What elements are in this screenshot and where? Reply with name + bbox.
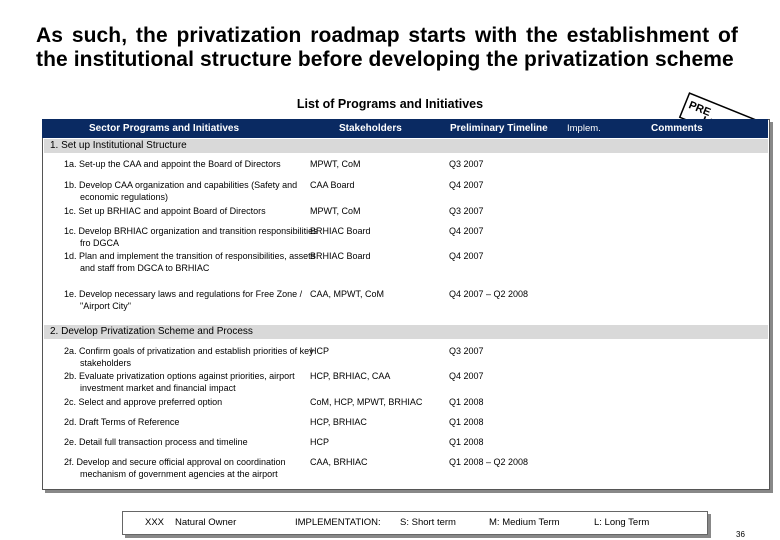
stakeholder-cell: CoM, HCP, MPWT, BRHIAC <box>310 397 423 407</box>
program-cell: 2b. Evaluate privatization options against priorities, airport investment market and financial impact <box>64 371 295 393</box>
program-cell: 2c. Select and approve preferred option <box>64 397 223 407</box>
page-number: 36 <box>736 530 745 539</box>
timeline-cell: Q1 2008 <box>449 397 484 407</box>
stakeholder-cell: HCP, BRHIAC <box>310 417 367 427</box>
stakeholder-cell: CAA, BRHIAC <box>310 457 368 467</box>
program-cell: 2a. Confirm goals of privatization and establish priorities of key stakeholders <box>64 346 314 368</box>
program-cell: 1e. Develop necessary laws and regulations for Free Zone / "Airport City" <box>64 289 303 311</box>
stakeholder-cell: HCP <box>310 346 330 356</box>
subtitle-text: List of Programs and Initiatives <box>296 97 484 111</box>
section-title: 1. Set up Institutional Structure <box>44 139 768 153</box>
legend-xxx: XXX <box>145 517 165 528</box>
stakeholder-cell: CAA Board <box>310 180 355 190</box>
timeline-cell: Q1 2008 <box>449 417 484 427</box>
timeline-cell: Q1 2008 <box>449 437 484 447</box>
stakeholder-cell: CAA, MPWT, CoM <box>310 289 385 299</box>
legend-long: L: Long Term <box>594 517 650 528</box>
legend-box <box>122 511 708 535</box>
stakeholder-cell: HCP, BRHIAC, CAA <box>310 371 391 381</box>
slide-title: As such, the privatization roadmap starts with the establishment of the institutional structure before developing the privatization scheme <box>36 24 738 71</box>
stakeholder-cell: HCP <box>310 437 330 447</box>
section-title: 2. Develop Privatization Scheme and Process <box>44 325 768 339</box>
table-subtitle <box>0 97 780 111</box>
legend-implementation: IMPLEMENTATION: <box>295 517 381 528</box>
program-cell: 2d. Draft Terms of Reference <box>64 417 180 427</box>
timeline-cell: Q4 2007 – Q2 2008 <box>449 289 529 299</box>
legend-medium: M: Medium Term <box>489 517 560 528</box>
header-comments: Comments <box>651 123 703 134</box>
legend-owner: Natural Owner <box>175 517 237 528</box>
timeline-cell: Q4 2007 <box>449 226 484 236</box>
header-programs: Sector Programs and Initiatives <box>89 123 240 134</box>
header-timeline: Preliminary Timeline <box>450 123 548 134</box>
program-cell: 1d. Plan and implement the transition of responsibilities, assets and staff from DGCA to BRHIAC <box>64 251 316 273</box>
timeline-cell: Q4 2007 <box>449 251 484 261</box>
program-cell: 1a. Set-up the CAA and appoint the Board of Directors <box>64 159 281 169</box>
stakeholder-cell: MPWT, CoM <box>310 206 361 216</box>
timeline-cell: Q3 2007 <box>449 159 484 169</box>
program-cell: 1c. Develop BRHIAC organization and transition responsibilities fro DGCA <box>64 226 318 248</box>
timeline-cell: Q3 2007 <box>449 346 484 356</box>
timeline-cell: Q4 2007 <box>449 371 484 381</box>
header-implem: Implem. <box>567 123 601 134</box>
program-cell: 2e. Detail full transaction process and timeline <box>64 437 248 447</box>
timeline-cell: Q3 2007 <box>449 206 484 216</box>
program-cell: 1c. Set up BRHIAC and appoint Board of Directors <box>64 206 266 216</box>
stakeholder-cell: BRHIAC Board <box>310 251 371 261</box>
stakeholder-cell: MPWT, CoM <box>310 159 361 169</box>
program-cell: 1b. Develop CAA organization and capabilities (Safety and economic regulations) <box>64 180 298 202</box>
program-cell: 2f. Develop and secure official approval on coordination mechanism of government agencies at the airport <box>64 457 286 479</box>
header-stakeholders: Stakeholders <box>339 123 402 134</box>
stakeholder-cell: BRHIAC Board <box>310 226 371 236</box>
timeline-cell: Q1 2008 – Q2 2008 <box>449 457 529 467</box>
legend-short: S: Short term <box>400 517 456 528</box>
table-header <box>42 119 768 138</box>
timeline-cell: Q4 2007 <box>449 180 484 190</box>
stamp-text-1: PRE <box>686 99 713 119</box>
